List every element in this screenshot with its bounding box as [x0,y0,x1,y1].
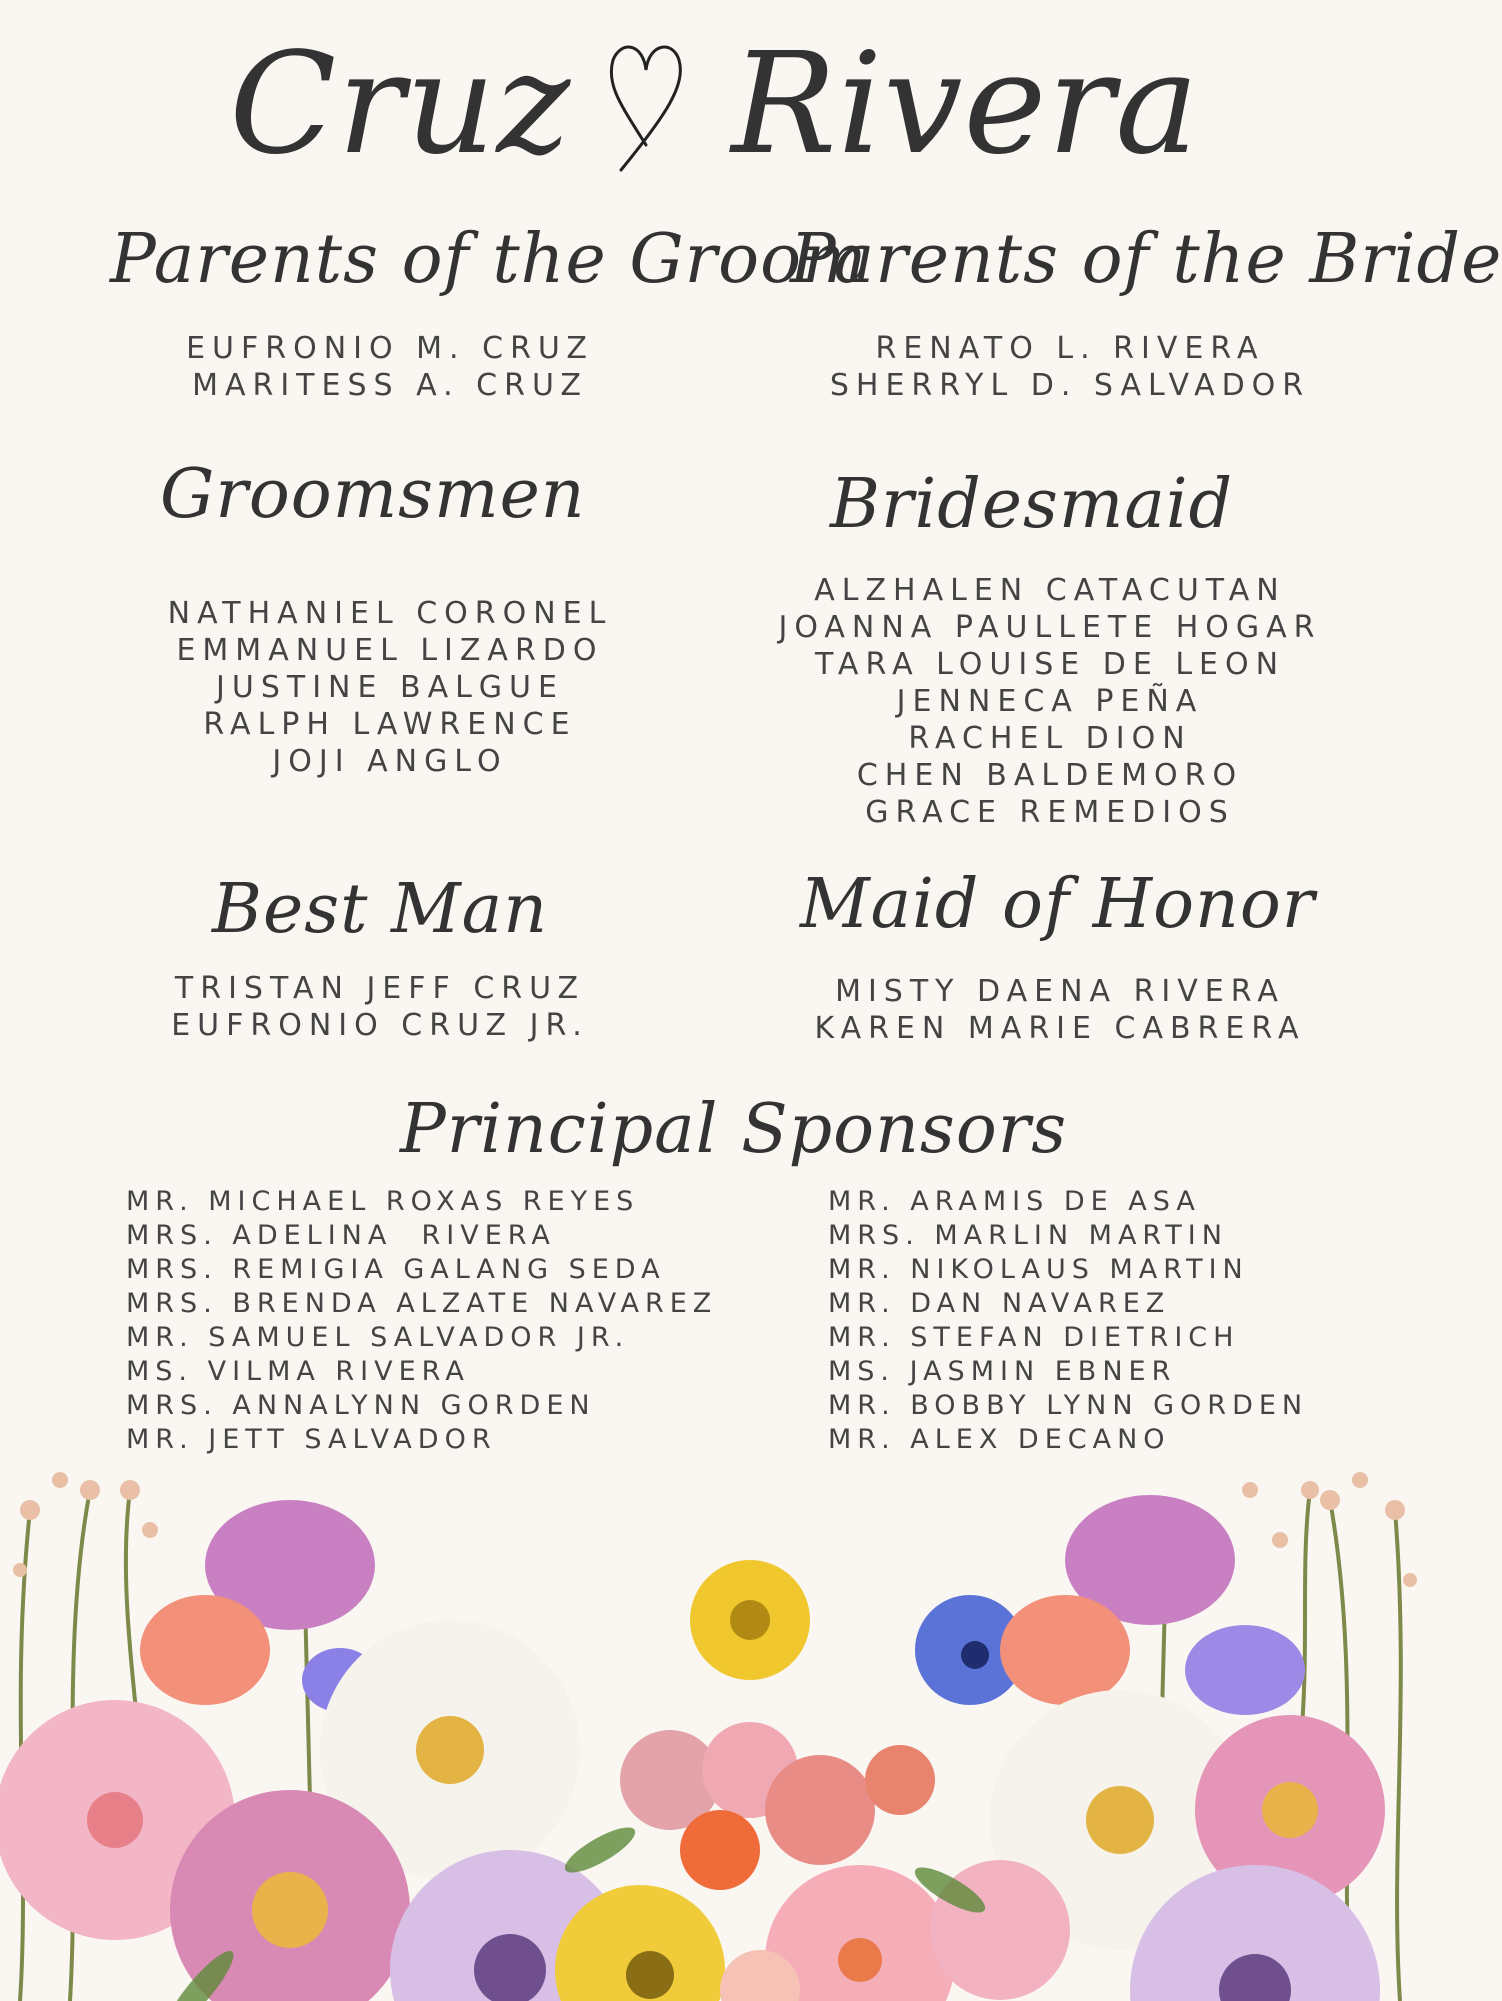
groom-parents-heading: Parents of the Groom [110,220,868,299]
list-item: MR. ARAMIS DE ASA [828,1186,1201,1217]
list-item: TRISTAN JEFF CRUZ [174,971,586,1006]
list-item: CHEN BALDEMORO [856,758,1244,793]
list-item: RACHEL DION [908,721,1192,756]
list-item: JENNECA PEÑA [896,684,1204,719]
list-item: MR. BOBBY LYNN GORDEN [828,1390,1309,1421]
best-man-list [80,970,680,1044]
bridesmaid-list [750,572,1350,831]
bride-surname: Rivera [731,23,1200,186]
list-item: MRS. REMIGIA GALANG SEDA [126,1254,666,1285]
bride-parents-list [770,330,1370,404]
list-item: MRS. MARLIN MARTIN [828,1220,1228,1251]
list-item: SHERRYL D. SALVADOR [829,368,1311,403]
couple-title [0,20,1429,190]
list-item: MR. SAMUEL SALVADOR JR. [126,1322,630,1353]
list-item: MS. JASMIN EBNER [828,1356,1177,1387]
list-item: RALPH LAWRENCE [203,707,577,742]
principal-sponsors-heading: Principal Sponsors [400,1090,1068,1169]
list-item: EUFRONIO M. CRUZ [186,331,594,366]
groom-surname: Cruz [229,23,572,186]
list-item: JUSTINE BALGUE [216,670,564,705]
groomsmen-list [100,595,680,780]
list-item: JOANNA PAULLETE HOGAR [778,610,1322,645]
heart-icon [601,35,691,175]
list-item: MS. VILMA RIVERA [126,1356,470,1387]
list-item: MRS. ANNALYNN GORDEN [126,1390,596,1421]
list-item: MR. MICHAEL ROXAS REYES [126,1186,640,1217]
list-item: NATHANIEL CORONEL [167,596,613,631]
best-man-heading: Best Man [211,870,548,949]
groom-parents-list [100,330,680,404]
list-item: MR. JETT SALVADOR [126,1424,497,1455]
list-item: TARA LOUISE DE LEON [814,647,1286,682]
maid-of-honor-list [760,973,1360,1047]
list-item: RENATO L. RIVERA [875,331,1265,366]
sponsors-left-list [126,1185,717,1457]
floral-border-illustration [0,1450,1429,2001]
bride-parents-heading: Parents of the Bride [790,220,1502,299]
list-item: MISTY DAENA RIVERA [835,974,1285,1009]
list-item: EUFRONIO CRUZ JR. [171,1008,589,1043]
list-item: MR. NIKOLAUS MARTIN [828,1254,1249,1285]
list-item: MR. STEFAN DIETRICH [828,1322,1240,1353]
maid-of-honor-heading: Maid of Honor [800,865,1316,944]
list-item: ALZHALEN CATACUTAN [814,573,1286,608]
list-item: MRS. BRENDA ALZATE NAVAREZ [126,1288,718,1319]
list-item: GRACE REMEDIOS [865,795,1235,830]
list-item: KAREN MARIE CABRERA [814,1011,1306,1046]
list-item: EMMANUEL LIZARDO [176,633,604,668]
list-item: JOJI ANGLO [272,744,508,779]
list-item: MR. ALEX DECANO [828,1424,1171,1455]
groomsmen-heading: Groomsmen [160,455,586,534]
list-item: MR. DAN NAVAREZ [828,1288,1171,1319]
list-item: MARITESS A. CRUZ [192,368,588,403]
bridesmaid-heading: Bridesmaid [830,465,1234,544]
list-item: MRS. ADELINA RIVERA [126,1220,556,1251]
sponsors-right-list [828,1185,1308,1457]
